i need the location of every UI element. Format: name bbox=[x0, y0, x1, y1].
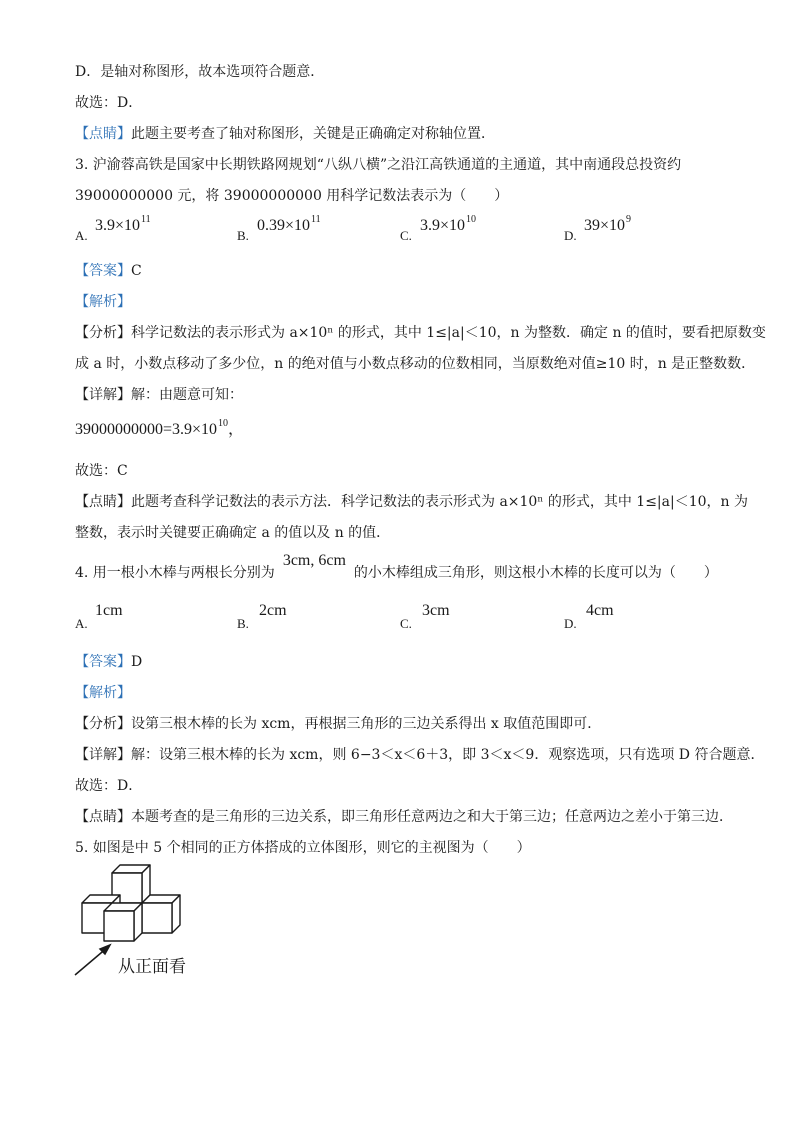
option-value: $3.9\times 10^{10}$ bbox=[420, 214, 477, 234]
option-letter: D. bbox=[564, 616, 577, 631]
analysis-tag: 【分析】 bbox=[75, 716, 131, 732]
analysis-header-q4: 【解析】 bbox=[75, 685, 131, 701]
answer-choice-q4: 故选：D． bbox=[75, 778, 143, 794]
option-value: $0.39\times 10^{11}$ bbox=[257, 214, 321, 234]
comment-line-1-q3 bbox=[75, 492, 748, 512]
answer-line-q3 bbox=[75, 261, 142, 281]
answer-tag: 【答案】 bbox=[75, 654, 131, 670]
analysis-line-2-q3: 成 a 时，小数点移动了多少位，n 的绝对值与小数点移动的位数相同，当原数绝对值≥10 时，n 是正整数数． bbox=[75, 356, 756, 372]
answer-tag: 【答案】 bbox=[75, 263, 131, 279]
question-3-line-2: 39000000000 元，将 39000000000 用科学记数法表示为（ ） bbox=[75, 188, 509, 204]
option-value: 3cm bbox=[422, 602, 450, 619]
option-letter: B. bbox=[237, 616, 249, 631]
detail-line-q4 bbox=[75, 745, 764, 765]
question-5-line: 5. 如图是中 5 个相同的正方体搭成的立体图形，则它的主视图为（ ） bbox=[75, 840, 531, 856]
analysis-line-q4 bbox=[75, 714, 601, 734]
comment-line-2-q3: 整数，表示时关键要正确确定 a 的值以及 n 的值． bbox=[75, 525, 391, 541]
option-value: $3.9\times 10^{11}$ bbox=[95, 214, 151, 234]
question-4-line: 4. 用一根小木棒与两根长分别为3cm, 6cm的小木棒组成三角形，则这根小木棒的长度可以为（ ） bbox=[75, 552, 718, 581]
comment-tag: 【点睛】 bbox=[75, 809, 131, 825]
comment-tag: 【点睛】 bbox=[75, 126, 131, 142]
option-letter: A. bbox=[75, 616, 88, 631]
detail-tag: 【详解】 bbox=[75, 387, 131, 403]
detail-text: 解：设第三根木棒的长为 xcm，则 6−3＜x＜6＋3，即 3＜x＜9．观察选项，只有选项 D 符合题意． bbox=[131, 747, 765, 763]
comment-text: 本题考查的是三角形的三边关系，即三角形任意两边之和大于第三边；任意两边之差小于第三边． bbox=[131, 809, 733, 825]
answer-value: D bbox=[131, 654, 143, 670]
comment-text: 此题主要考查了轴对称图形，关键是正确确定对称轴位置． bbox=[131, 126, 495, 142]
option-letter: B. bbox=[237, 228, 249, 243]
option-letter: D. bbox=[564, 228, 577, 243]
answer-value: C bbox=[131, 263, 142, 279]
equation-q3: $39000000000=3.9\times 10^{10}$， bbox=[75, 418, 245, 438]
answer-line-q4 bbox=[75, 652, 142, 672]
text-line-answer-choice: 故选：D． bbox=[75, 95, 143, 111]
comment-line-q4 bbox=[75, 807, 733, 827]
analysis-line-1-q3 bbox=[75, 323, 766, 343]
detail-line-q3 bbox=[75, 385, 243, 405]
answer-choice-q3: 故选：C bbox=[75, 463, 128, 479]
option-letter: A. bbox=[75, 228, 88, 243]
analysis-text: 科学记数法的表示形式为 a×10ⁿ 的形式，其中 1≤|a|＜10，n 为整数．确定 n 的值时，要看把原数变 bbox=[131, 325, 766, 341]
figure-caption: 从正面看 bbox=[118, 957, 186, 977]
comment-text: 此题考查科学记数法的表示方法．科学记数法的表示形式为 a×10ⁿ 的形式，其中 1≤|a|＜10，n 为 bbox=[131, 494, 748, 510]
option-value: 4cm bbox=[586, 602, 614, 619]
option-value: 2cm bbox=[259, 602, 287, 619]
question-4-lengths: 3cm, 6cm bbox=[282, 552, 346, 569]
analysis-tag: 【分析】 bbox=[75, 325, 131, 341]
detail-text: 解：由题意可知： bbox=[131, 387, 243, 403]
detail-tag: 【详解】 bbox=[75, 747, 131, 763]
option-letter: C. bbox=[400, 616, 412, 631]
question-3-line-1: 3. 沪渝蓉高铁是国家中长期铁路网规划“八纵八横”之沿江高铁通道的主通道，其中南通段总投资约 bbox=[75, 157, 682, 173]
option-value: $39\times 10^9$ bbox=[584, 214, 632, 234]
analysis-header-q3: 【解析】 bbox=[75, 294, 131, 310]
comment-tag: 【点睛】 bbox=[75, 494, 131, 510]
option-value: 1cm bbox=[95, 602, 123, 619]
option-letter: C. bbox=[400, 228, 412, 243]
text-line-option-d-conclusion: D．是轴对称图形，故本选项符合题意． bbox=[75, 64, 325, 80]
comment-line-q2 bbox=[75, 124, 495, 144]
analysis-text: 设第三根木棒的长为 xcm，再根据三角形的三边关系得出 x 取值范围即可． bbox=[131, 716, 602, 732]
